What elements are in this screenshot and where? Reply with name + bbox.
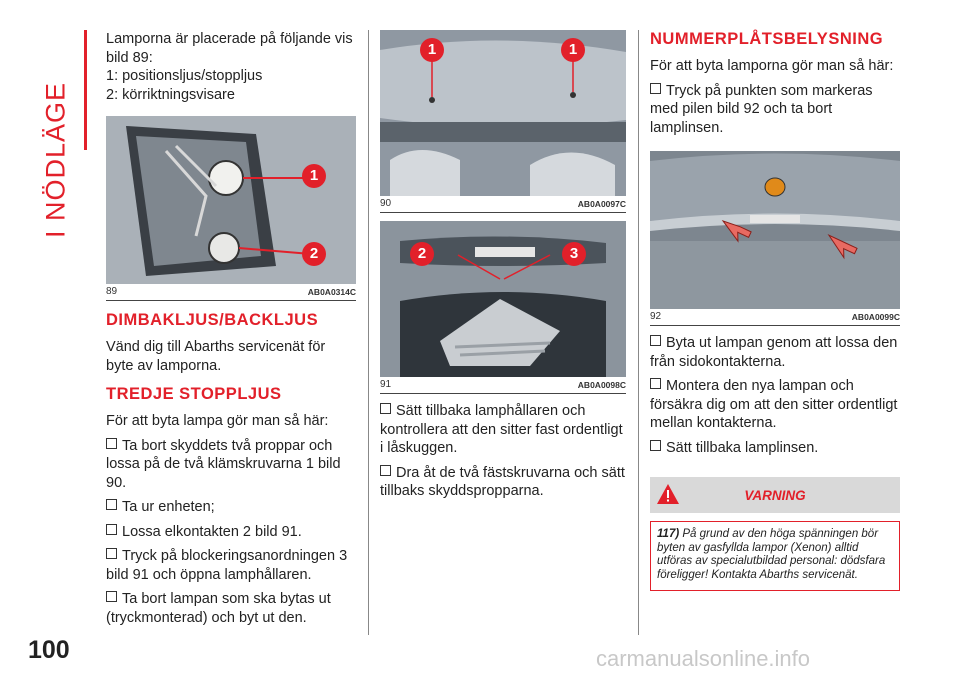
figure-code: AB0A0314C (307, 286, 356, 297)
checkbox-bullet-icon (106, 524, 117, 535)
step-item: Byta ut lampan genom att lossa den från sidokontakterna. (650, 335, 898, 370)
callout-badge: 1 (302, 164, 326, 188)
checkbox-bullet-icon (650, 440, 661, 451)
intro-line: Lamporna är placerade på följande vis (106, 31, 353, 47)
column-2 (380, 30, 626, 501)
plate-light-illustration (650, 151, 900, 309)
figure-caption (106, 284, 356, 301)
tailgate-spoiler-illustration (380, 30, 626, 196)
warning-text: På grund av den höga spänningen bör byten av gasfyllda lampor (Xenon) alltid utföras av specialutbildad personal: dödsfara föreligger! Kontakta Abarths servicenät. (657, 528, 886, 581)
intro-line: bild 89: (106, 49, 153, 66)
figure-caption (650, 309, 900, 326)
step-item: Lossa elkontakten 2 bild 91. (106, 523, 356, 542)
column-divider (368, 30, 369, 635)
figure-number: 92 (650, 311, 662, 322)
callout-badge: 1 (561, 38, 585, 62)
figure-number: 89 (106, 286, 118, 297)
heading-third-brake-light: TREDJE STOPPLJUS (106, 385, 282, 403)
step-item: Dra åt de två fästskruvarna och sätt tillbaks skyddspropparna. (380, 464, 625, 499)
paragraph: För att byta lamporna gör man så här: (650, 58, 894, 74)
paragraph: Vänd dig till Abarths servicenät för byte av lamporna. (106, 339, 326, 374)
checkbox-bullet-icon (106, 438, 117, 449)
warning-box (650, 521, 900, 591)
callout-badge: 2 (410, 242, 434, 266)
warning-ref: 117) (657, 528, 680, 540)
checkbox-bullet-icon (650, 378, 661, 389)
column-3 (650, 30, 900, 591)
step-item: Ta ur enheten; (106, 498, 356, 517)
page-number: 100 (28, 636, 70, 664)
checkbox-bullet-icon (106, 499, 117, 510)
checkbox-bullet-icon (106, 591, 117, 602)
warning-header (650, 477, 900, 513)
figure-90-image (380, 30, 626, 196)
column-divider (638, 30, 639, 635)
checkbox-bullet-icon (380, 465, 391, 476)
heading-reverse-light: DIMBAKLJUS/BACKLJUS (106, 311, 319, 329)
heading-license-plate-light: NUMMERPLÅTSBELYSNING (650, 30, 884, 48)
callout-badge: 1 (420, 38, 444, 62)
step-item: Montera den nya lampan och försäkra dig om att den sitter ordentligt mellan kontakterna. (650, 378, 898, 431)
checkbox-bullet-icon (650, 83, 661, 94)
step-item: Ta bort skyddets två proppar och lossa på de två klämskruvarna 1 bild 90. (106, 437, 341, 491)
figure-code: AB0A0098C (577, 379, 626, 390)
step-item: Ta bort lampan som ska bytas ut (tryckmonterad) och byt ut den. (106, 591, 331, 626)
section-title-vertical: I NÖDLÄGE (40, 81, 71, 239)
column-1 (106, 30, 356, 627)
callout-badge: 2 (302, 242, 326, 266)
step-item: Tryck på blockeringsanordningen 3 bild 91 och öppna lamphållaren. (106, 548, 348, 583)
figure-91-image (380, 221, 626, 377)
checkbox-bullet-icon (106, 548, 117, 559)
callout-badge: 3 (562, 242, 586, 266)
figure-number: 90 (380, 198, 392, 209)
figure-code: AB0A0099C (851, 311, 900, 322)
warning-label: VARNING (744, 488, 806, 503)
step-item: Sätt tillbaka lamphållaren och kontrollera att den sitter fast ordentligt i låskuggen. (380, 403, 623, 456)
intro-line: 1: positionsljus/stoppljus (106, 68, 263, 84)
step-item: Sätt tillbaka lamplinsen. (650, 439, 900, 458)
watermark: carmanualsonline.info (596, 646, 811, 671)
section-accent-line (84, 30, 87, 150)
figure-92-image (650, 151, 900, 309)
paragraph: För att byta lampa gör man så här: (106, 413, 329, 429)
checkbox-bullet-icon (380, 403, 391, 414)
checkbox-bullet-icon (650, 335, 661, 346)
figure-number: 91 (380, 379, 392, 390)
figure-caption (380, 377, 626, 394)
intro-line: 2: körriktningsvisare (106, 86, 235, 103)
figure-caption (380, 196, 626, 213)
figure-89-image (106, 116, 356, 284)
figure-code: AB0A0097C (577, 198, 626, 209)
step-item: Tryck på punkten som markeras med pilen bild 92 och ta bort lamplinsen. (650, 82, 873, 136)
